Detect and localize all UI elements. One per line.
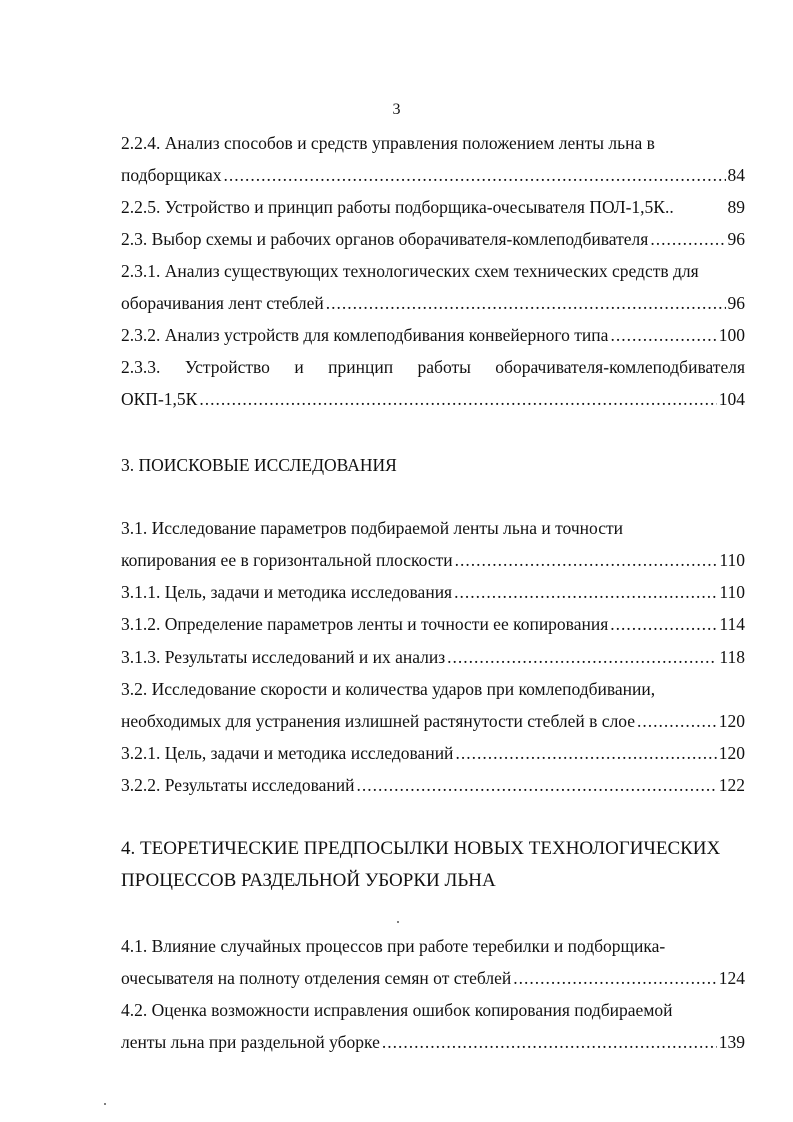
dot-leader xyxy=(447,645,717,669)
toc-entry-4-1-line-1 xyxy=(121,934,745,958)
dot-leader xyxy=(650,227,725,251)
toc-entry-text: 3.1.1. Цель, задачи и методика исследования xyxy=(121,582,453,602)
toc-entry-2-3-2 xyxy=(121,323,745,347)
toc-page-number: 118 xyxy=(719,647,745,667)
toc-page-number: 124 xyxy=(718,968,745,988)
toc-page-number: 84 xyxy=(727,165,745,185)
toc-entry-text: 2.3.2. Анализ устройств для комлеподбивания конвейерного типа xyxy=(121,325,609,345)
toc-entry-3-2-line-1 xyxy=(121,677,745,701)
toc-entry-2-3-3-line-2 xyxy=(121,387,745,411)
toc-entry-2-2-5 xyxy=(121,195,745,219)
page-number: 3 xyxy=(392,101,401,118)
dot-leader xyxy=(610,323,716,347)
toc-page-number: 96 xyxy=(727,229,745,249)
toc-page-number: 110 xyxy=(719,550,745,570)
toc-entry-text: очесывателя на полноту отделения семян от стеблей xyxy=(121,968,512,988)
toc-page-number: 139 xyxy=(718,1032,745,1052)
toc-entry-2-2-4-line-2 xyxy=(121,163,745,187)
toc-page-number: 100 xyxy=(718,325,745,345)
dot-leader xyxy=(199,387,716,411)
toc-entry-4-2-line-2 xyxy=(121,1030,745,1054)
toc-entry-3-2-2 xyxy=(121,773,745,797)
toc-entry-text: 3.2. Исследование скорости и количества ударов при комлеподбивании, xyxy=(121,679,656,699)
toc-entry-2-2-4-line-1 xyxy=(121,131,745,155)
toc-entry-text: копирования ее в горизонтальной плоскости xyxy=(121,550,453,570)
toc-entry-text: 2.3.1. Анализ существующих технологических схем технических средств для xyxy=(121,261,699,281)
section-3-heading: 3. ПОИСКОВЫЕ ИССЛЕДОВАНИЯ xyxy=(121,455,397,475)
toc-entry-4-1-line-2 xyxy=(121,966,745,990)
toc-entry-text: ОКП-1,5К xyxy=(121,389,198,409)
toc-entry-2-3-1-line-2 xyxy=(121,291,745,315)
toc-entry-2-3-3-line-1 xyxy=(121,355,745,379)
scan-speck xyxy=(397,921,399,923)
scan-speck xyxy=(104,1103,106,1105)
toc-entry-3-1-3 xyxy=(121,645,745,669)
dot-leader xyxy=(326,291,726,315)
toc-page-number: 104 xyxy=(718,389,745,409)
toc-entry-3-2-line-2 xyxy=(121,709,745,733)
toc-entry-3-1-line-1 xyxy=(121,516,745,540)
toc-page-number: 120 xyxy=(718,711,745,731)
toc-page-number: 89 xyxy=(727,197,745,217)
toc-entry-text: 2.2.4. Анализ способов и средств управления положением ленты льна в xyxy=(121,133,655,153)
toc-entry-3-1-2 xyxy=(121,612,745,636)
toc-entry-text: подборщиках xyxy=(121,165,222,185)
section-4-heading-line-2: ПРОЦЕССОВ РАЗДЕЛЬНОЙ УБОРКИ ЛЬНА xyxy=(121,870,496,891)
dot-leader xyxy=(382,1030,717,1054)
toc-entry-text: 2.3. Выбор схемы и рабочих органов оборачивателя-комлеподбивателя xyxy=(121,229,649,249)
toc-page-number: 96 xyxy=(727,293,745,313)
toc-entry-text: 3.2.1. Цель, задачи и методика исследований xyxy=(121,743,454,763)
toc-entry-text: 3.1. Исследование параметров подбираемой ленты льна и точности xyxy=(121,518,623,538)
toc-entry-text: ленты льна при раздельной уборке xyxy=(121,1032,380,1052)
dot-leader xyxy=(513,966,717,990)
toc-entry-text: оборачивания лент стеблей xyxy=(121,293,324,313)
toc-entry-text: 3.1.3. Результаты исследований и их анализ xyxy=(121,647,446,667)
toc-entry-text: 2.3.3. Устройство и принцип работы оборачивателя-комлеподбивателя xyxy=(121,357,745,377)
toc-entry-3-1-line-2 xyxy=(121,548,745,572)
dot-leader xyxy=(455,548,718,572)
toc-entry-text: 4.1. Влияние случайных процессов при работе теребилки и подборщика- xyxy=(121,936,666,956)
dot-leader xyxy=(454,580,717,604)
toc-entry-text: 3.1.2. Определение параметров ленты и точности ее копирования xyxy=(121,614,609,634)
toc-entry-2-3-1-line-1 xyxy=(121,259,745,283)
dot-leader xyxy=(637,709,717,733)
toc-entry-4-2-line-1 xyxy=(121,998,745,1022)
section-4-heading-line-1: 4. ТЕОРЕТИЧЕСКИЕ ПРЕДПОСЫЛКИ НОВЫХ ТЕХНОЛОГИЧЕСКИХ xyxy=(121,838,721,859)
toc-entry-text: необходимых для устранения излишней растянутости стеблей в слое xyxy=(121,711,636,731)
toc-page-number: 120 xyxy=(718,743,745,763)
dot-leader xyxy=(455,741,716,765)
dot-leader xyxy=(224,163,726,187)
dot-leader xyxy=(356,773,716,797)
toc-entry-3-1-1 xyxy=(121,580,745,604)
toc-entry-text: 4.2. Оценка возможности исправления ошибок копирования подбираемой xyxy=(121,1000,673,1020)
toc-page-number: 122 xyxy=(718,775,745,795)
toc-entry-3-2-1 xyxy=(121,741,745,765)
toc-page-number: 110 xyxy=(719,582,745,602)
dot-leader xyxy=(610,612,717,636)
toc-entry-2-3 xyxy=(121,227,745,251)
toc-page-number: 114 xyxy=(719,614,745,634)
toc-entry-text: 3.2.2. Результаты исследований xyxy=(121,775,355,795)
toc-entry-text: 2.2.5. Устройство и принцип работы подборщика-очесывателя ПОЛ-1,5К.. xyxy=(121,197,674,217)
